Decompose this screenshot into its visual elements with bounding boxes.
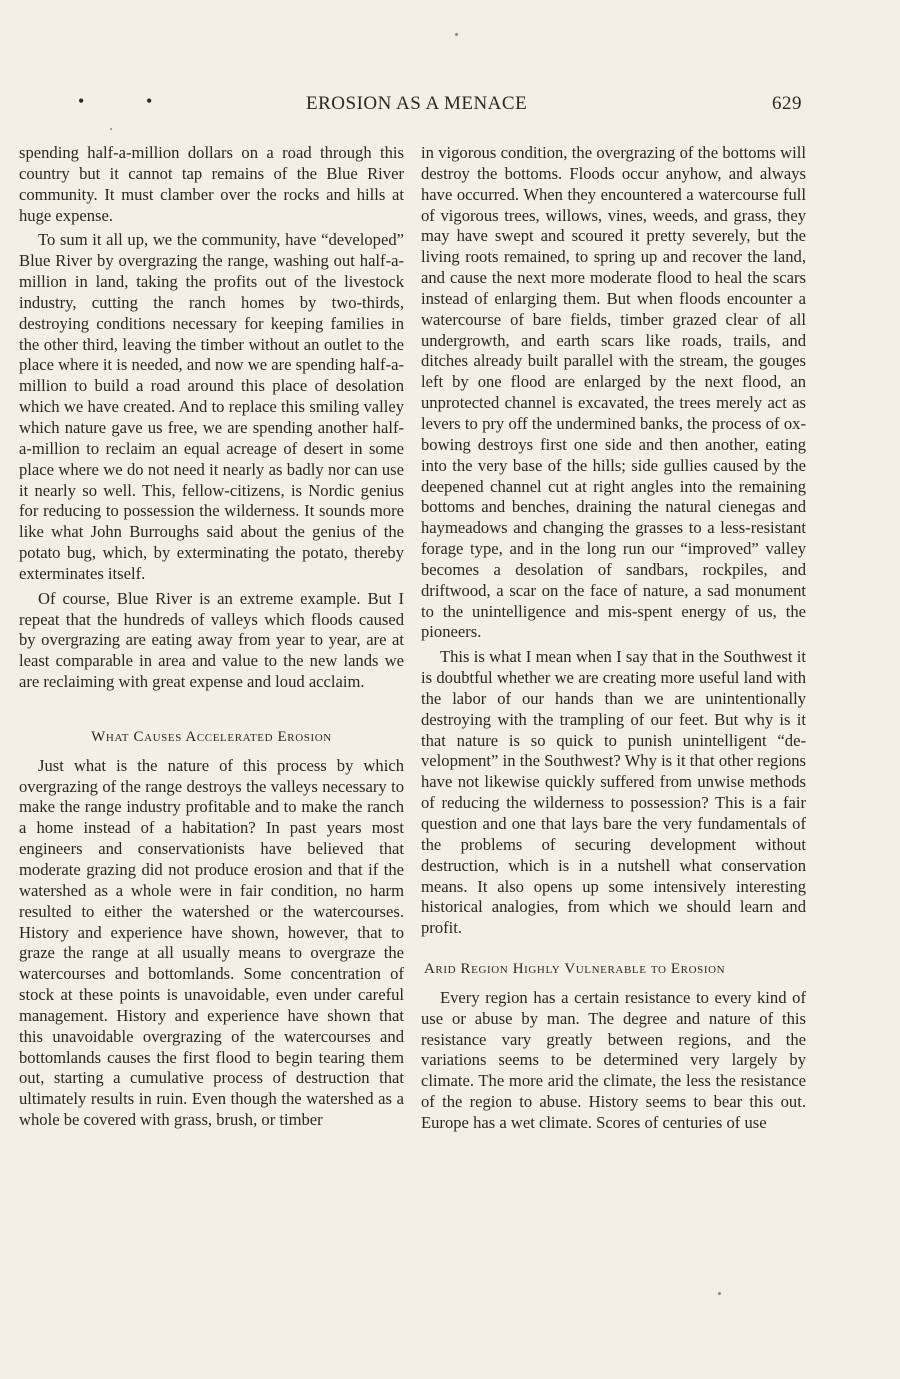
paragraph: Of course, Blue River is an extreme example. But I repeat that the hundreds of valleys which floods caused by overgrazing are eating away from year to year, are at least comparable in area and value to the new lands we are reclaiming with great expense and loud acclaim. xyxy=(19,588,404,692)
paragraph: in vigorous condition, the overgrazing of the bottoms will destroy the bottoms. Floods occur anyhow, and always have occurred. When they encountered a watercourse full of vigorous trees, willows, vines, weeds, and grass, they may have swept and scoured it pretty severely, but the living roots remained, to spring up and recover the land, and cause the next more moderate flood to heal the scars instead of enlarging them. But when floods encounter a watercourse of bare fields, timber grazed clear of all undergrowth, and earth scars like roads, trails, and ditches already built parallel with the stream, the gouges left by one flood are enlarged by the next flood, an unprotected channel is excavated, the trees merely act as levers to pry off the undermined banks, the process of ox-bowing destroys first one side and then another, eating into the very base of the hills; side gullies caused by the deepened channel cut at right angles into the remaining bottoms and benches, draining the natural cienegas and haymeadows and changing the grasses to a less-resistant forage type, and in the long run our “improved” valley becomes a desolation of sandbars, rockpiles, and driftwood, a scar on the face of nature, a sad monument to the unintelligence and mis-spent energy of us, the pioneers. xyxy=(421,143,806,642)
ornament-dot: • xyxy=(146,91,153,111)
section-heading: Arid Region Highly Vulnerable to Erosion xyxy=(424,961,726,978)
paper-speck xyxy=(455,33,458,36)
section-heading: What Causes Accelerated Erosion xyxy=(91,728,332,745)
paragraph: Just what is the nature of this process by which overgrazing of the range destroys the valleys necessary to make the range industry profitable and to make the ranch a home instead of a habitation? In past years most engineers and conservationists have believed that moderate grazing did not produce erosion and that if the watershed as a whole were in fair condition, no harm resulted to either the watershed or the watercourses. History and experience have shown, however, that to graze the range at all usually means to overgraze the watercourses and bottomlands. Some concentration of stock at these points is unavoidable, even under careful management. History and experience have shown that this unavoidable overgrazing of the watercourses and bottomlands causes the first flood to begin tearing them out, starting a cumulative process of destruction that ultimately results in ruin. Even though the watershed as a whole be covered with grass, brush, or timber xyxy=(19,755,404,1130)
paragraph: Every region has a certain resistance to every kind of use or abuse by man. The degree and nature of this resistance vary greatly between regions, and the variations seems to be determined very largely by climate. The more arid the climate, the less the resistance of the region to abuse. History seems to bear this out. Europe has a wet climate. Scores of centuries of use xyxy=(421,987,806,1132)
page-number: 629 xyxy=(772,93,802,114)
right-column xyxy=(421,143,806,1138)
paper-speck xyxy=(110,128,112,130)
paper-speck xyxy=(718,1292,721,1295)
running-header xyxy=(0,93,900,117)
ornament-dot: • xyxy=(78,91,85,111)
paragraph: spending half-a-million dollars on a road through this country but it cannot tap remains of the Blue River community. It must clamber over the rocks and hills at huge expense. xyxy=(19,143,404,225)
paragraph: To sum it all up, we the community, have “developed” Blue River by overgrazing the range, washing out half-a-million in land, taking the profits out of the livestock industry, cutting the ranch homes by two-thirds, destroying conditions necessary for keeping families in the other third, leaving the timber without an outlet to the place where it is needed, and now we are spending half-a-million to build a road around this place of desolation which we have created. And to replace this smiling valley which nature gave us free, we are spending another half-a-million to reclaim an equal acreage of desert in some place where we do not need it nearly as badly nor can use it nearly so well. This, fellow-citizens, is Nordic genius for reducing to possession the wilderness. It sounds more like what John Burroughs said about the genius of the potato bug, which, by exterminating the potato, thereby exterminates itself. xyxy=(19,230,404,583)
running-title: EROSION AS A MENACE xyxy=(306,93,528,114)
paragraph: This is what I mean when I say that in the Southwest it is doubtful whether we are creating more useful land with the labor of our hands than we are unintentionally destroying with the trampling of our feet. But why is it that nature is so quick to punish unintelligent “development” in the Southwest? Why is it that other regions have not likewise quickly suffered from unwise methods of reducing the wilderness to possession? This is a fair question and one that lays bare the very fundamentals of the problems of securing development without destruction, which is in a nutshell what conservation means. It also opens up some intensively interesting historical analogies, from which we should learn and profit. xyxy=(421,647,806,938)
left-column xyxy=(19,143,404,1135)
